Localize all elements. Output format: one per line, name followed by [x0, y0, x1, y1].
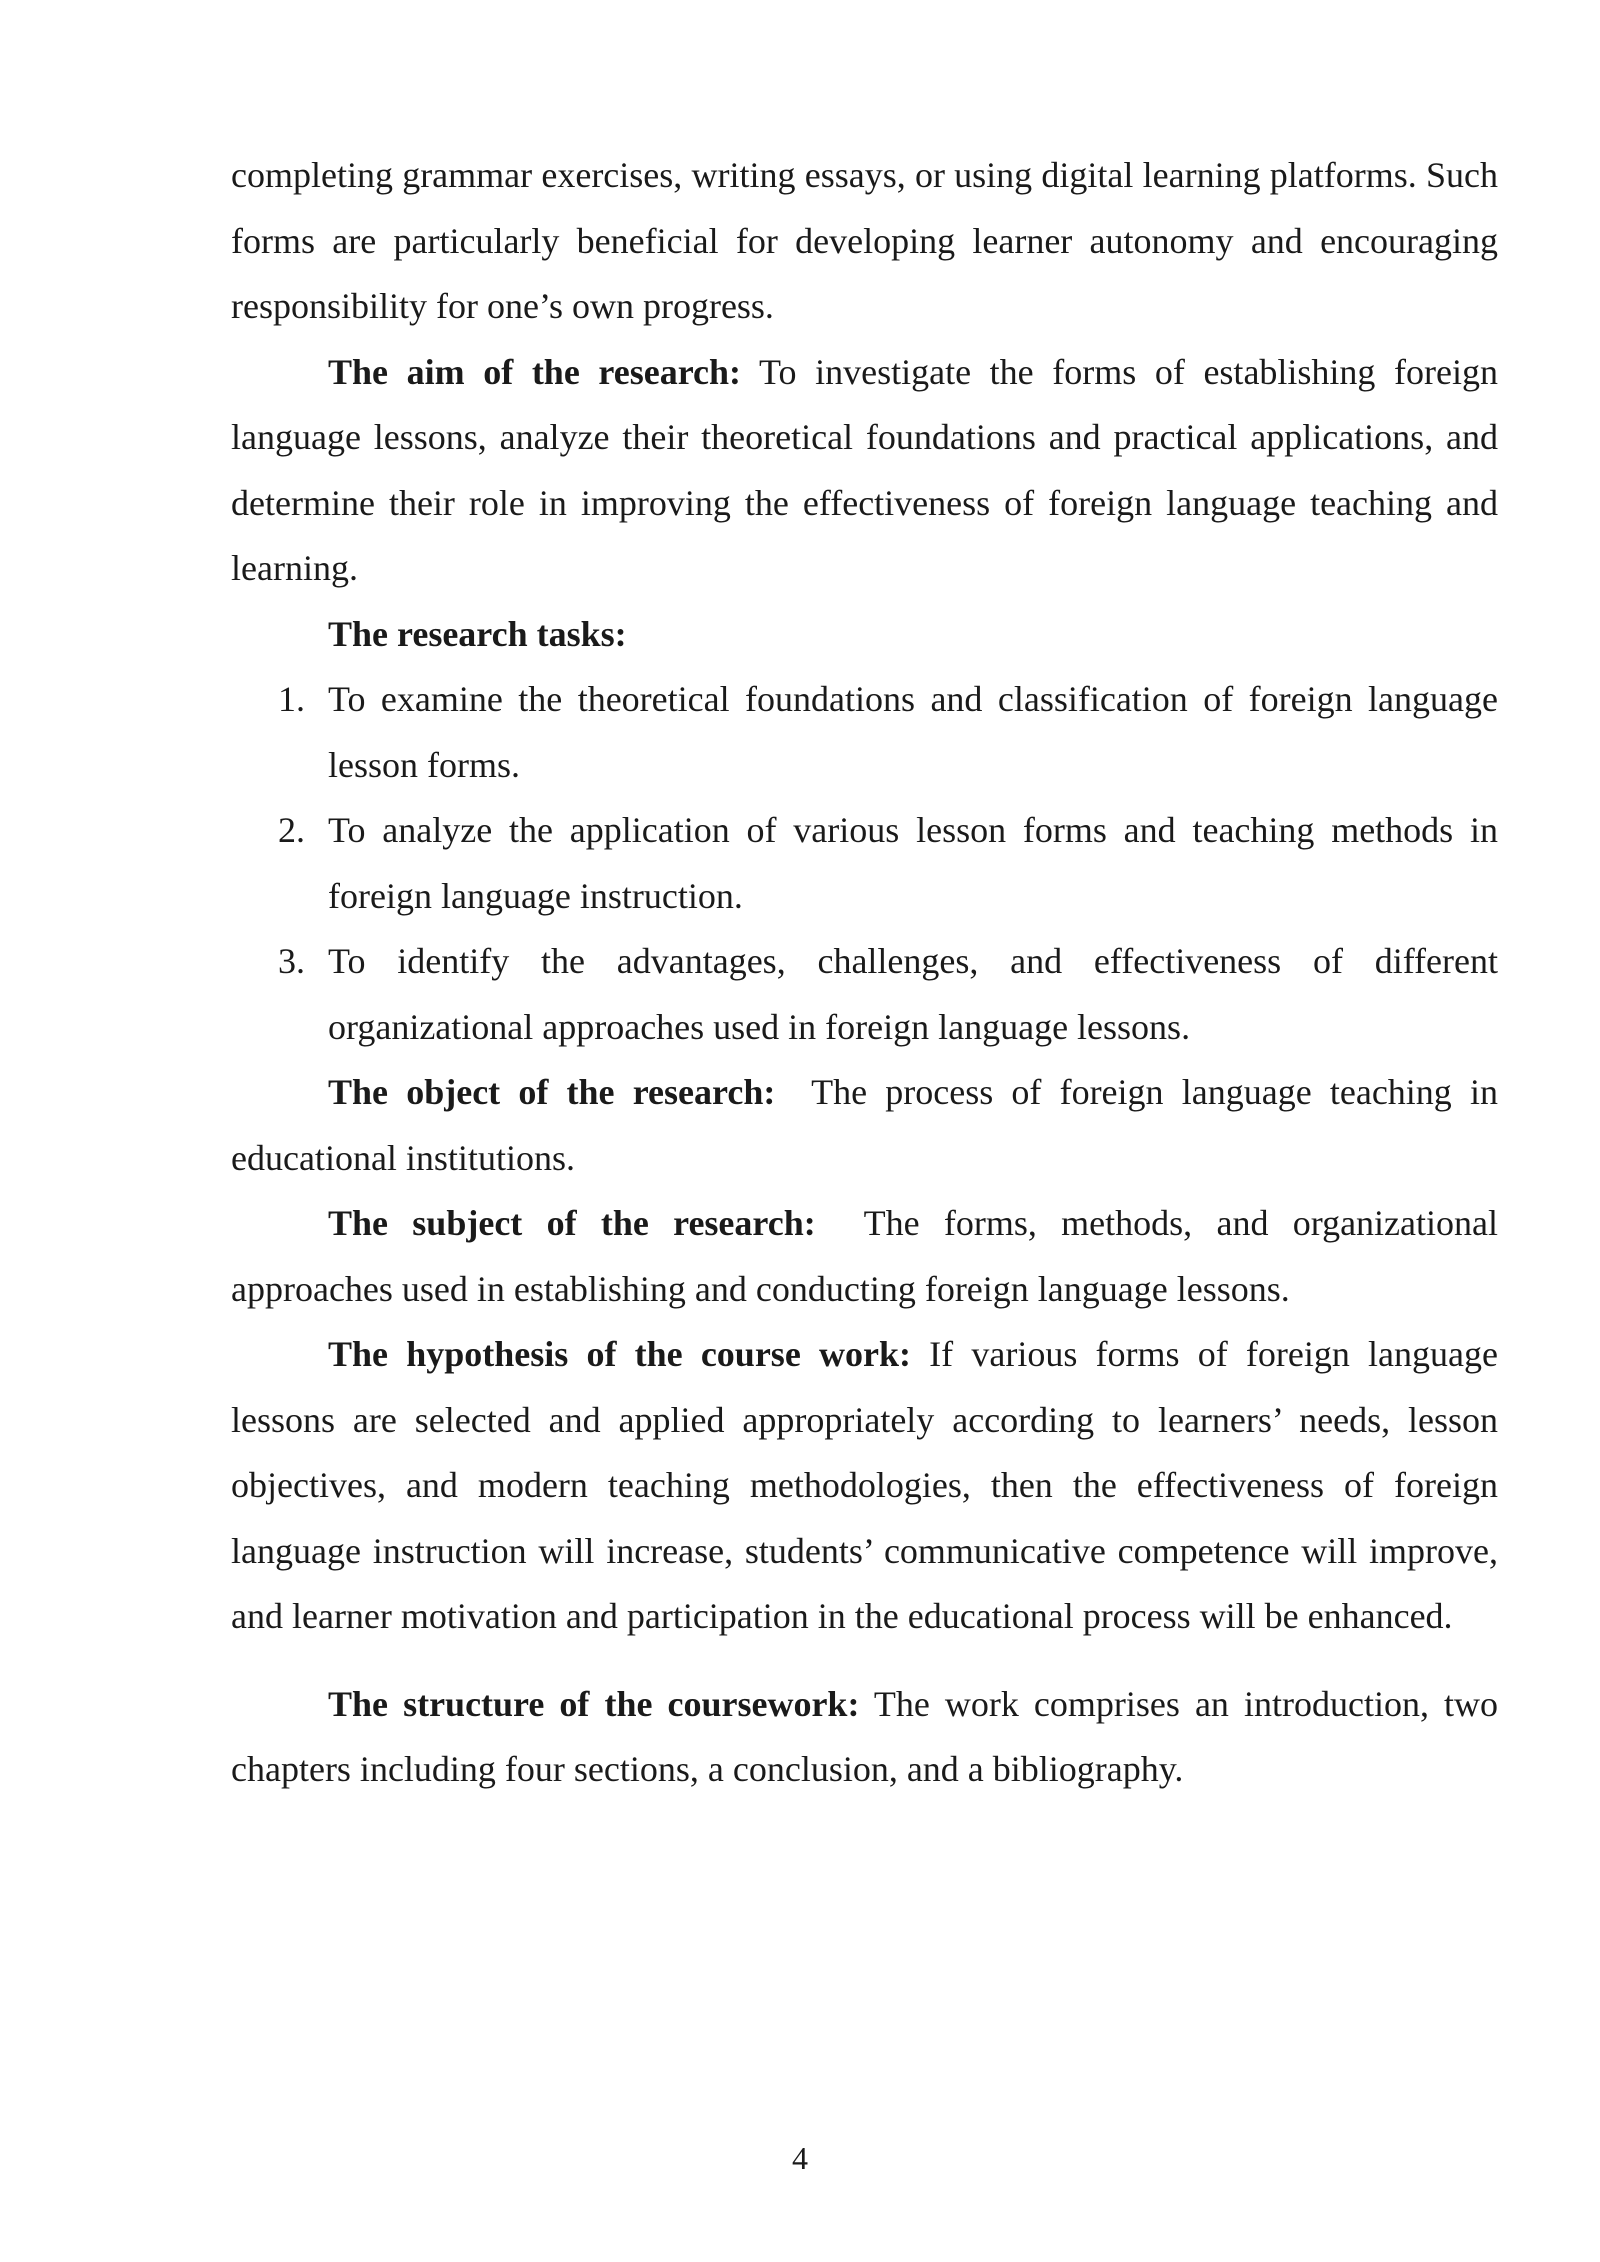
subject-label: The subject of the research:	[328, 1203, 816, 1243]
list-item	[231, 929, 1498, 1060]
tasks-list	[231, 667, 1498, 1060]
aim-paragraph	[231, 340, 1498, 602]
aim-label: The aim of the research:	[328, 351, 742, 392]
object-text: The process of foreign language teaching in educational institutions.	[231, 1072, 1508, 1178]
paragraph-spacer	[231, 1650, 1498, 1672]
list-item-text: To identify the advantages, challenges, and effectiveness of different organizational approaches used in foreign language lessons.	[328, 941, 1498, 1047]
structure-paragraph	[231, 1672, 1498, 1803]
list-item-number: 3.	[278, 941, 305, 981]
hypothesis-text: If various forms of foreign language lessons are selected and applied appropriately according to learners’ needs, lesson objectives, and modern teaching methodologies, then the effectiveness of foreign language instruction will increase, students’ communicative competence will improve, and learner motivation and participation in the educational process will be enhanced.	[231, 1334, 1498, 1636]
body-text	[231, 143, 1508, 1803]
list-item	[231, 798, 1498, 929]
hypothesis-paragraph	[231, 1322, 1498, 1650]
list-item-number: 2.	[278, 810, 305, 850]
structure-label: The structure of the coursework:	[328, 1683, 860, 1724]
intro-paragraph: completing grammar exercises, writing essays, or using digital learning platforms. Such forms are particularly beneficial for developing learner autonomy and encouraging responsibility for one’s own progress.	[231, 155, 1498, 326]
list-item	[231, 667, 1498, 798]
list-item-text: To analyze the application of various lesson forms and teaching methods in foreign language instruction.	[328, 810, 1498, 916]
subject-text: The forms, methods, and organizational approaches used in establishing and conducting foreign language lessons.	[231, 1203, 1507, 1309]
object-label: The object of the research:	[328, 1072, 776, 1112]
object-paragraph	[231, 1060, 1508, 1191]
list-item-text: To examine the theoretical foundations and classification of foreign language lesson forms.	[328, 679, 1498, 785]
structure-text: The work comprises an introduction, two chapters including four sections, a conclusion, and a bibliography.	[231, 1683, 1498, 1789]
tasks-heading	[231, 602, 1498, 668]
tasks-label: The research tasks:	[328, 613, 627, 654]
hypothesis-label: The hypothesis of the course work:	[328, 1334, 911, 1374]
list-item-number: 1.	[278, 679, 305, 719]
page-number: 4	[792, 2140, 808, 2176]
subject-paragraph	[231, 1191, 1507, 1322]
aim-text: To investigate the forms of establishing foreign language lessons, analyze their theoretical foundations and practical applications, and determine their role in improving the effectiveness of foreign language teaching and learning.	[231, 351, 1499, 588]
